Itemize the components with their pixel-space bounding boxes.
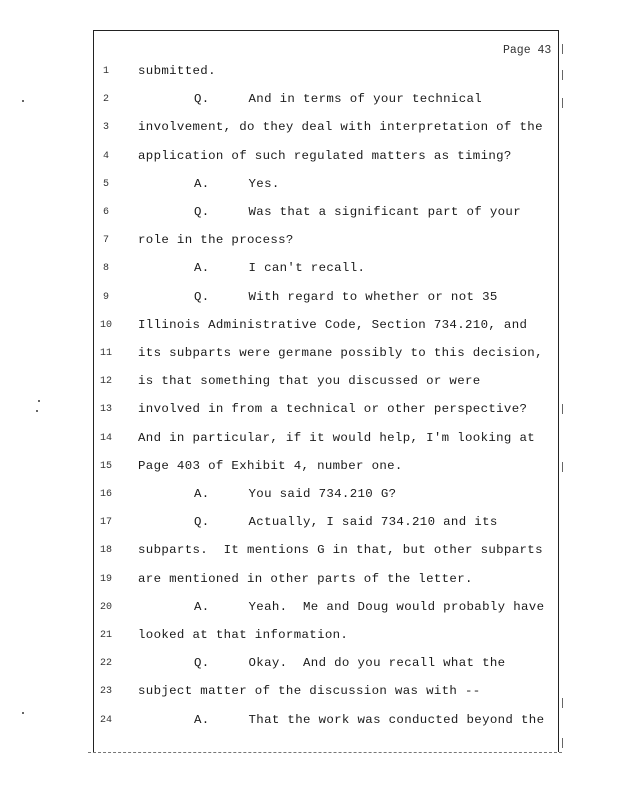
line-number: 13	[99, 404, 112, 416]
line-text: are mentioned in other parts of the letter.	[138, 571, 473, 586]
line-text: subject matter of the discussion was with --	[138, 684, 481, 699]
line-number: 10	[99, 319, 112, 331]
transcript-line	[0, 654, 619, 674]
transcript-line	[0, 429, 619, 449]
line-number: 6	[102, 207, 109, 218]
line-number: 2	[102, 94, 109, 106]
line-number: 5	[102, 178, 109, 190]
page-bottom-edge	[88, 752, 562, 753]
line-number: 17	[99, 517, 112, 529]
transcript-line	[0, 344, 619, 364]
line-text: And in particular, if it would help, I'm looking at	[138, 430, 536, 445]
line-text: A. Yes.	[194, 176, 280, 191]
transcript-line	[0, 682, 619, 702]
transcript-line	[0, 513, 619, 533]
line-number: 3	[102, 122, 109, 134]
line-text: subparts. It mentions G in that, but other subparts	[138, 543, 543, 558]
line-number: 15	[99, 460, 112, 472]
line-text: Q. Was that a significant part of your	[194, 205, 521, 219]
line-text: involvement, do they deal with interpretation of the	[138, 120, 543, 135]
line-number: 8	[102, 263, 109, 275]
line-number: 18	[99, 545, 112, 557]
line-text: Q. Actually, I said 734.210 and its	[194, 515, 498, 530]
transcript-line	[0, 457, 619, 477]
transcript-line	[0, 400, 619, 420]
line-number: 1	[102, 66, 109, 77]
line-number: 14	[99, 432, 112, 444]
line-text: Q. Okay. And do you recall what the	[194, 656, 506, 671]
line-number: 23	[99, 686, 112, 698]
line-text: A. You said 734.210 G?	[194, 487, 397, 501]
line-text: is that something that you discussed or were	[138, 374, 481, 389]
line-text: submitted.	[138, 64, 216, 78]
transcript-line	[0, 118, 619, 138]
line-number: 7	[102, 235, 109, 247]
transcript-line	[0, 203, 619, 223]
line-text: application of such regulated matters as timing?	[138, 148, 512, 163]
transcript-line	[0, 231, 619, 251]
line-number: 20	[99, 601, 112, 613]
transcript-line	[0, 541, 619, 561]
line-number: 22	[99, 658, 112, 670]
transcript-line	[0, 372, 619, 392]
transcript-line	[0, 147, 619, 167]
transcript-line	[0, 62, 619, 82]
line-number: 4	[102, 150, 109, 162]
transcript-line	[0, 626, 619, 646]
margin-mark	[562, 738, 566, 748]
line-text: A. Yeah. Me and Doug would probably have	[194, 599, 545, 614]
margin-mark	[562, 44, 566, 54]
transcript-line	[0, 175, 619, 195]
page-number-header: Page 43	[503, 44, 552, 57]
transcript-line	[0, 288, 619, 308]
line-text: Q. And in terms of your technical	[194, 92, 483, 107]
line-text: involved in from a technical or other perspective?	[138, 402, 528, 417]
line-text: role in the process?	[138, 233, 294, 248]
line-text: Q. With regard to whether or not 35	[194, 289, 498, 304]
line-number: 12	[99, 376, 112, 388]
line-number: 19	[99, 573, 112, 585]
transcript-line	[0, 570, 619, 590]
line-number: 24	[99, 714, 112, 726]
line-text: its subparts were germane possibly to this decision,	[138, 346, 543, 360]
line-text: Illinois Administrative Code, Section 734.210, and	[138, 317, 528, 332]
line-text: A. I can't recall.	[194, 261, 366, 276]
transcript-line	[0, 598, 619, 618]
transcript-line	[0, 485, 619, 505]
line-number: 9	[102, 291, 109, 303]
line-number: 21	[99, 630, 112, 641]
line-text: looked at that information.	[138, 628, 349, 642]
line-number: 16	[99, 489, 112, 500]
transcript-line	[0, 316, 619, 336]
transcript-line	[0, 711, 619, 731]
transcript-line	[0, 90, 619, 110]
transcript-line	[0, 259, 619, 279]
line-text: A. That the work was conducted beyond the	[194, 712, 545, 727]
line-text: Page 403 of Exhibit 4, number one.	[138, 458, 403, 473]
line-number: 11	[99, 348, 112, 359]
